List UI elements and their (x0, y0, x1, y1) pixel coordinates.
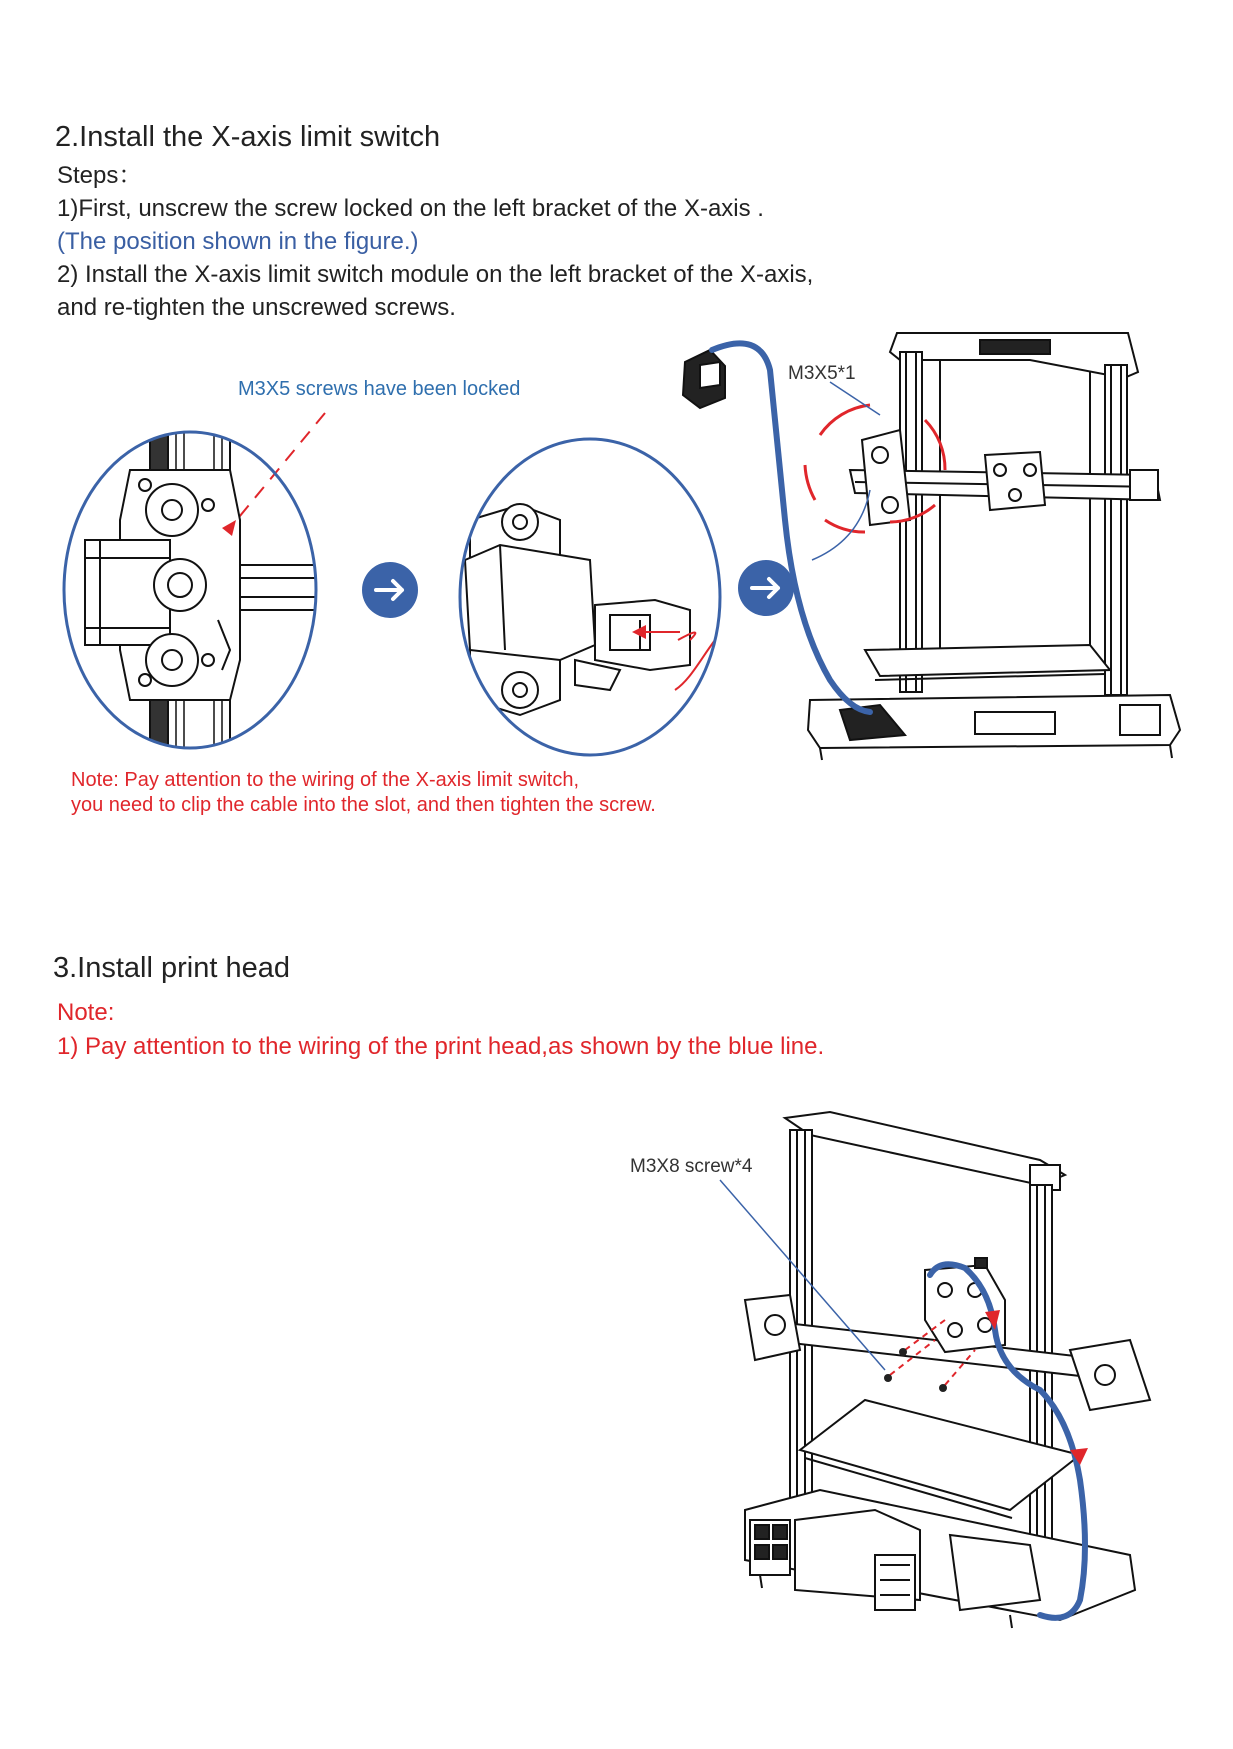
step1-text: 1)First, unscrew the screw locked on the left bracket of the X-axis . (57, 195, 764, 222)
detail-circle-limit-switch (460, 439, 720, 755)
detail-circle-bracket (64, 430, 335, 760)
step2-line2: and re-tighten the unscrewed screws. (57, 294, 456, 321)
callout-leader-locked (230, 413, 325, 528)
section3-note-label: Note: (57, 999, 115, 1026)
step1-hint: (The position shown in the figure.) (57, 228, 419, 255)
section3-note1: 1) Pay attention to the wiring of the print head,as shown by the blue line. (57, 1033, 825, 1060)
step2-line1: 2) Install the X-axis limit switch module on the left bracket of the X-axis, (57, 261, 814, 288)
printer-illustration-1 (683, 333, 1180, 760)
section3-title: 3.Install print head (53, 952, 290, 984)
steps-label: Steps： (57, 162, 143, 189)
callout-m3x5: M3X5*1 (788, 363, 856, 384)
note-line2: you need to clip the cable into the slot, and then tighten the screw. (71, 794, 656, 816)
arrow-right-icon (738, 560, 794, 616)
section2-title: 2.Install the X-axis limit switch (55, 121, 441, 153)
note-line1: Note: Pay attention to the wiring of the X-axis limit switch, (71, 769, 579, 791)
callout-screws-locked: M3X5 screws have been locked (238, 378, 521, 400)
arrow-right-icon (362, 562, 418, 618)
printer-illustration-2 (745, 1112, 1150, 1628)
callout-m3x8: M3X8 screw*4 (630, 1156, 753, 1177)
cable-line-1 (712, 343, 870, 712)
